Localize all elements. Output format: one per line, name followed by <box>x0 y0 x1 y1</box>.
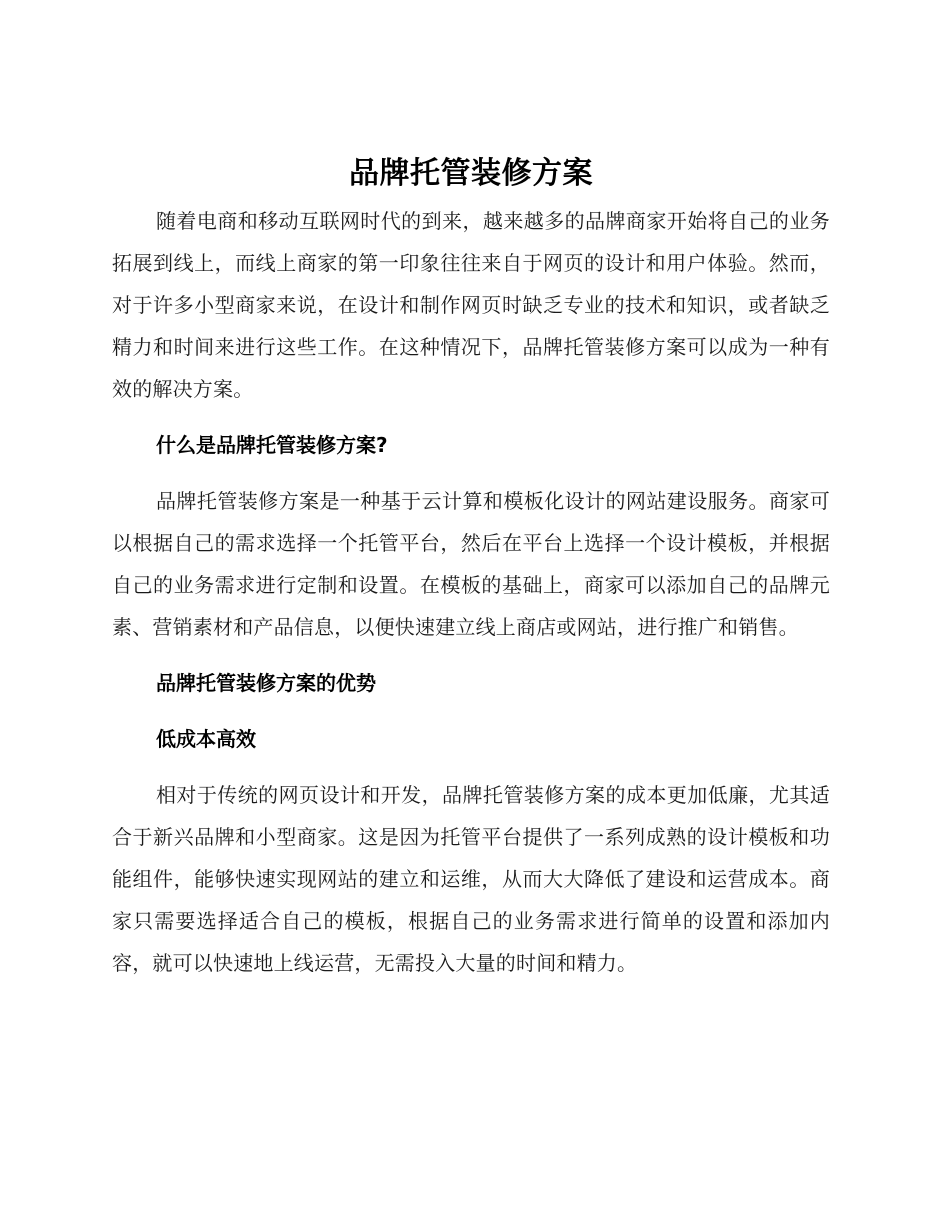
intro-paragraph: 随着电商和移动互联网时代的到来，越来越多的品牌商家开始将自己的业务拓展到线上，而线上商家的第一印象往往来自于网页的设计和用户体验。然而，对于许多小型商家来说，在设计和制作网页时缺乏专业的技术和知识，或者缺乏精力和时间来进行这些工作。在这种情况下，品牌托管装修方案可以成为一种有效的解决方案。 <box>112 209 830 401</box>
section-heading-what-is: 什么是品牌托管装修方案? <box>156 433 388 457</box>
subsection-low-cost-paragraph: 相对于传统的网页设计和开发，品牌托管装修方案的成本更加低廉，尤其适合于新兴品牌和小型商家。这是因为托管平台提供了一系列成熟的设计模板和功能组件，能够快速实现网站的建立和运维，从而大大降低了建设和运营成本。商家只需要选择适合自己的模板，根据自己的业务需求进行简单的设置和添加内容，就可以快速地上线运营，无需投入大量的时间和精力。 <box>112 783 830 975</box>
spacer <box>112 648 830 662</box>
spacer <box>112 466 830 480</box>
section-heading-advantages: 品牌托管装修方案的优势 <box>156 671 376 695</box>
spacer <box>112 410 830 424</box>
subsection-heading-low-cost: 低成本高效 <box>156 727 256 751</box>
spacer <box>112 760 830 774</box>
section-what-is-paragraph: 品牌托管装修方案是一种基于云计算和模板化设计的网站建设服务。商家可以根据自己的需求选择一个托管平台，然后在平台上选择一个设计模板，并根据自己的业务需求进行定制和设置。在模板的基础上，商家可以添加自己的品牌元素、营销素材和产品信息，以便快速建立线上商店或网站，进行推广和销售。 <box>112 489 830 639</box>
document-title: 品牌托管装修方案 <box>349 156 593 191</box>
spacer <box>112 704 830 718</box>
document-page <box>112 148 830 984</box>
